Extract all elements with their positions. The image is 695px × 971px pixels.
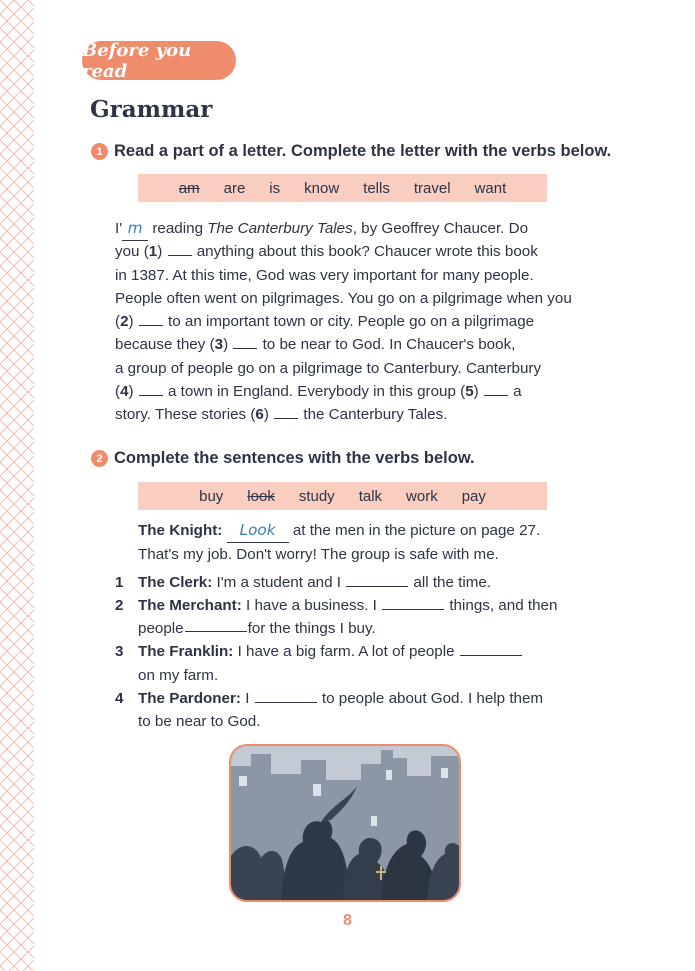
item-number: 3 xyxy=(115,643,124,661)
verb-word: am xyxy=(178,179,200,197)
verb-word: look xyxy=(247,487,275,505)
task-2-instruction xyxy=(91,449,475,468)
verb-word: tells xyxy=(363,179,390,197)
sentence-4-cont: to be near to God. xyxy=(138,713,261,731)
item-number: 2 xyxy=(115,596,124,614)
text-run: I xyxy=(240,690,254,708)
page-number: 8 xyxy=(343,912,352,929)
letter-line: a group of people go on a pilgrimage to Canterbury. Canterbury xyxy=(115,359,542,377)
text-run: all the time. xyxy=(409,573,492,591)
verb-word: pay xyxy=(461,487,486,505)
pilgrims-illustration xyxy=(229,744,461,902)
text-run: at the men in the picture on page 27. xyxy=(288,522,541,539)
text-run: anything about this book? Chaucer wrote this book xyxy=(192,243,538,261)
task-1-text: Read a part of a letter. Complete the letter with the verbs below. xyxy=(114,142,612,160)
answer-blank[interactable] xyxy=(382,595,444,610)
text-run: ) xyxy=(223,336,233,354)
decorative-lattice-border xyxy=(0,0,34,971)
sentence-3 xyxy=(115,640,595,663)
blank-number: 2 xyxy=(120,313,129,331)
answer-blank[interactable] xyxy=(274,404,298,419)
sentence-4 xyxy=(115,687,595,710)
answer-blank[interactable] xyxy=(484,381,508,396)
text-run: because they ( xyxy=(115,336,215,354)
speaker: The Pardoner: xyxy=(138,690,241,708)
text-run: I have a big farm. A lot of people xyxy=(233,643,459,661)
book-title: The Canterbury Tales xyxy=(207,220,353,237)
text-run: a xyxy=(508,383,522,401)
blank-number: 6 xyxy=(255,406,264,424)
letter-line xyxy=(115,380,595,403)
verb-word: want xyxy=(474,179,507,197)
speaker: The Merchant: xyxy=(138,596,242,614)
letter-line xyxy=(115,240,595,263)
verb-word: is xyxy=(269,179,281,197)
sentence-2 xyxy=(115,594,595,617)
text-run: the Canterbury Tales. xyxy=(299,406,448,424)
text-run: ) xyxy=(128,383,138,401)
sentences-list xyxy=(115,519,595,734)
answer-blank[interactable] xyxy=(233,334,257,349)
text-run: ) xyxy=(263,406,274,424)
text-run: to people about God. I help them xyxy=(317,690,544,708)
item-number: 4 xyxy=(115,690,124,708)
page-title: Grammar xyxy=(90,96,213,123)
answer-blank[interactable] xyxy=(460,641,522,656)
text-run: I' xyxy=(115,220,123,237)
sentence-3-cont: on my farm. xyxy=(138,666,219,684)
speaker: The Clerk: xyxy=(138,573,213,591)
answer-blank[interactable] xyxy=(139,311,163,326)
answer-blank[interactable] xyxy=(168,241,192,256)
task-number-badge: 1 xyxy=(91,143,108,160)
answer-blank[interactable] xyxy=(255,688,317,703)
text-run: people xyxy=(138,620,184,638)
sentence-2-cont xyxy=(115,617,595,640)
letter-line xyxy=(115,217,595,240)
text-run: , by Geoffrey Chaucer. Do xyxy=(352,220,529,237)
text-run: to be near to God. In Chaucer's book, xyxy=(258,336,516,354)
letter-line: People often went on pilgrimages. You go on a pilgrimage when you xyxy=(115,289,572,307)
blank-number: 5 xyxy=(465,383,474,401)
verb-word: work xyxy=(406,487,438,505)
sentence-1 xyxy=(115,571,595,594)
item-number: 1 xyxy=(115,573,124,591)
blank-number: 4 xyxy=(120,383,129,401)
answer-blank[interactable] xyxy=(139,381,163,396)
text-run: a town in England. Everybody in this group ( xyxy=(163,383,466,401)
text-run: I have a business. I xyxy=(241,596,382,614)
text-run: you ( xyxy=(115,243,149,261)
task-number-badge: 2 xyxy=(91,450,108,467)
text-run: ) xyxy=(157,243,167,261)
example-sentence xyxy=(115,519,595,543)
task-2-text: Complete the sentences with the verbs below. xyxy=(114,449,475,467)
letter-line xyxy=(115,310,595,333)
verb-word: buy xyxy=(199,487,224,505)
example-answer: m xyxy=(122,217,148,241)
letter-line xyxy=(115,333,595,356)
example-sentence-cont: That's my job. Don't worry! The group is safe with me. xyxy=(138,546,499,564)
text-run: I'm a student and I xyxy=(212,573,346,591)
text-run: ) xyxy=(128,313,138,331)
blank-number: 1 xyxy=(148,243,158,261)
before-you-read-label: Before you read xyxy=(82,41,236,80)
verb-word: travel xyxy=(413,179,451,197)
text-run: ) xyxy=(473,383,483,401)
answer-blank[interactable] xyxy=(346,572,408,587)
letter-line: in 1387. At this time, God was very important for many people. xyxy=(115,266,534,284)
verb-box-2 xyxy=(138,482,547,510)
blank-number: 3 xyxy=(214,336,224,354)
text-run: to an important town or city. People go on a pilgrimage xyxy=(163,313,535,331)
text-run: for the things I buy. xyxy=(247,620,376,638)
text-run: story. These stories ( xyxy=(115,406,256,424)
speaker: The Franklin: xyxy=(138,643,234,661)
text-run: ( xyxy=(115,313,121,331)
verb-word: are xyxy=(223,179,246,197)
text-run: things, and then xyxy=(445,596,558,614)
verb-word: study xyxy=(298,487,335,505)
verb-box-1 xyxy=(138,174,547,202)
letter-text xyxy=(115,217,595,427)
text-run: ( xyxy=(115,383,121,401)
verb-word: know xyxy=(304,179,340,197)
verb-word: talk xyxy=(358,487,383,505)
pilgrims-silhouette-image xyxy=(231,746,459,900)
text-run: reading xyxy=(148,220,208,237)
task-1-instruction xyxy=(91,142,611,161)
answer-blank[interactable] xyxy=(185,617,247,632)
letter-line xyxy=(115,403,595,426)
example-answer: Look xyxy=(227,519,289,543)
speaker: The Knight: xyxy=(138,522,223,539)
